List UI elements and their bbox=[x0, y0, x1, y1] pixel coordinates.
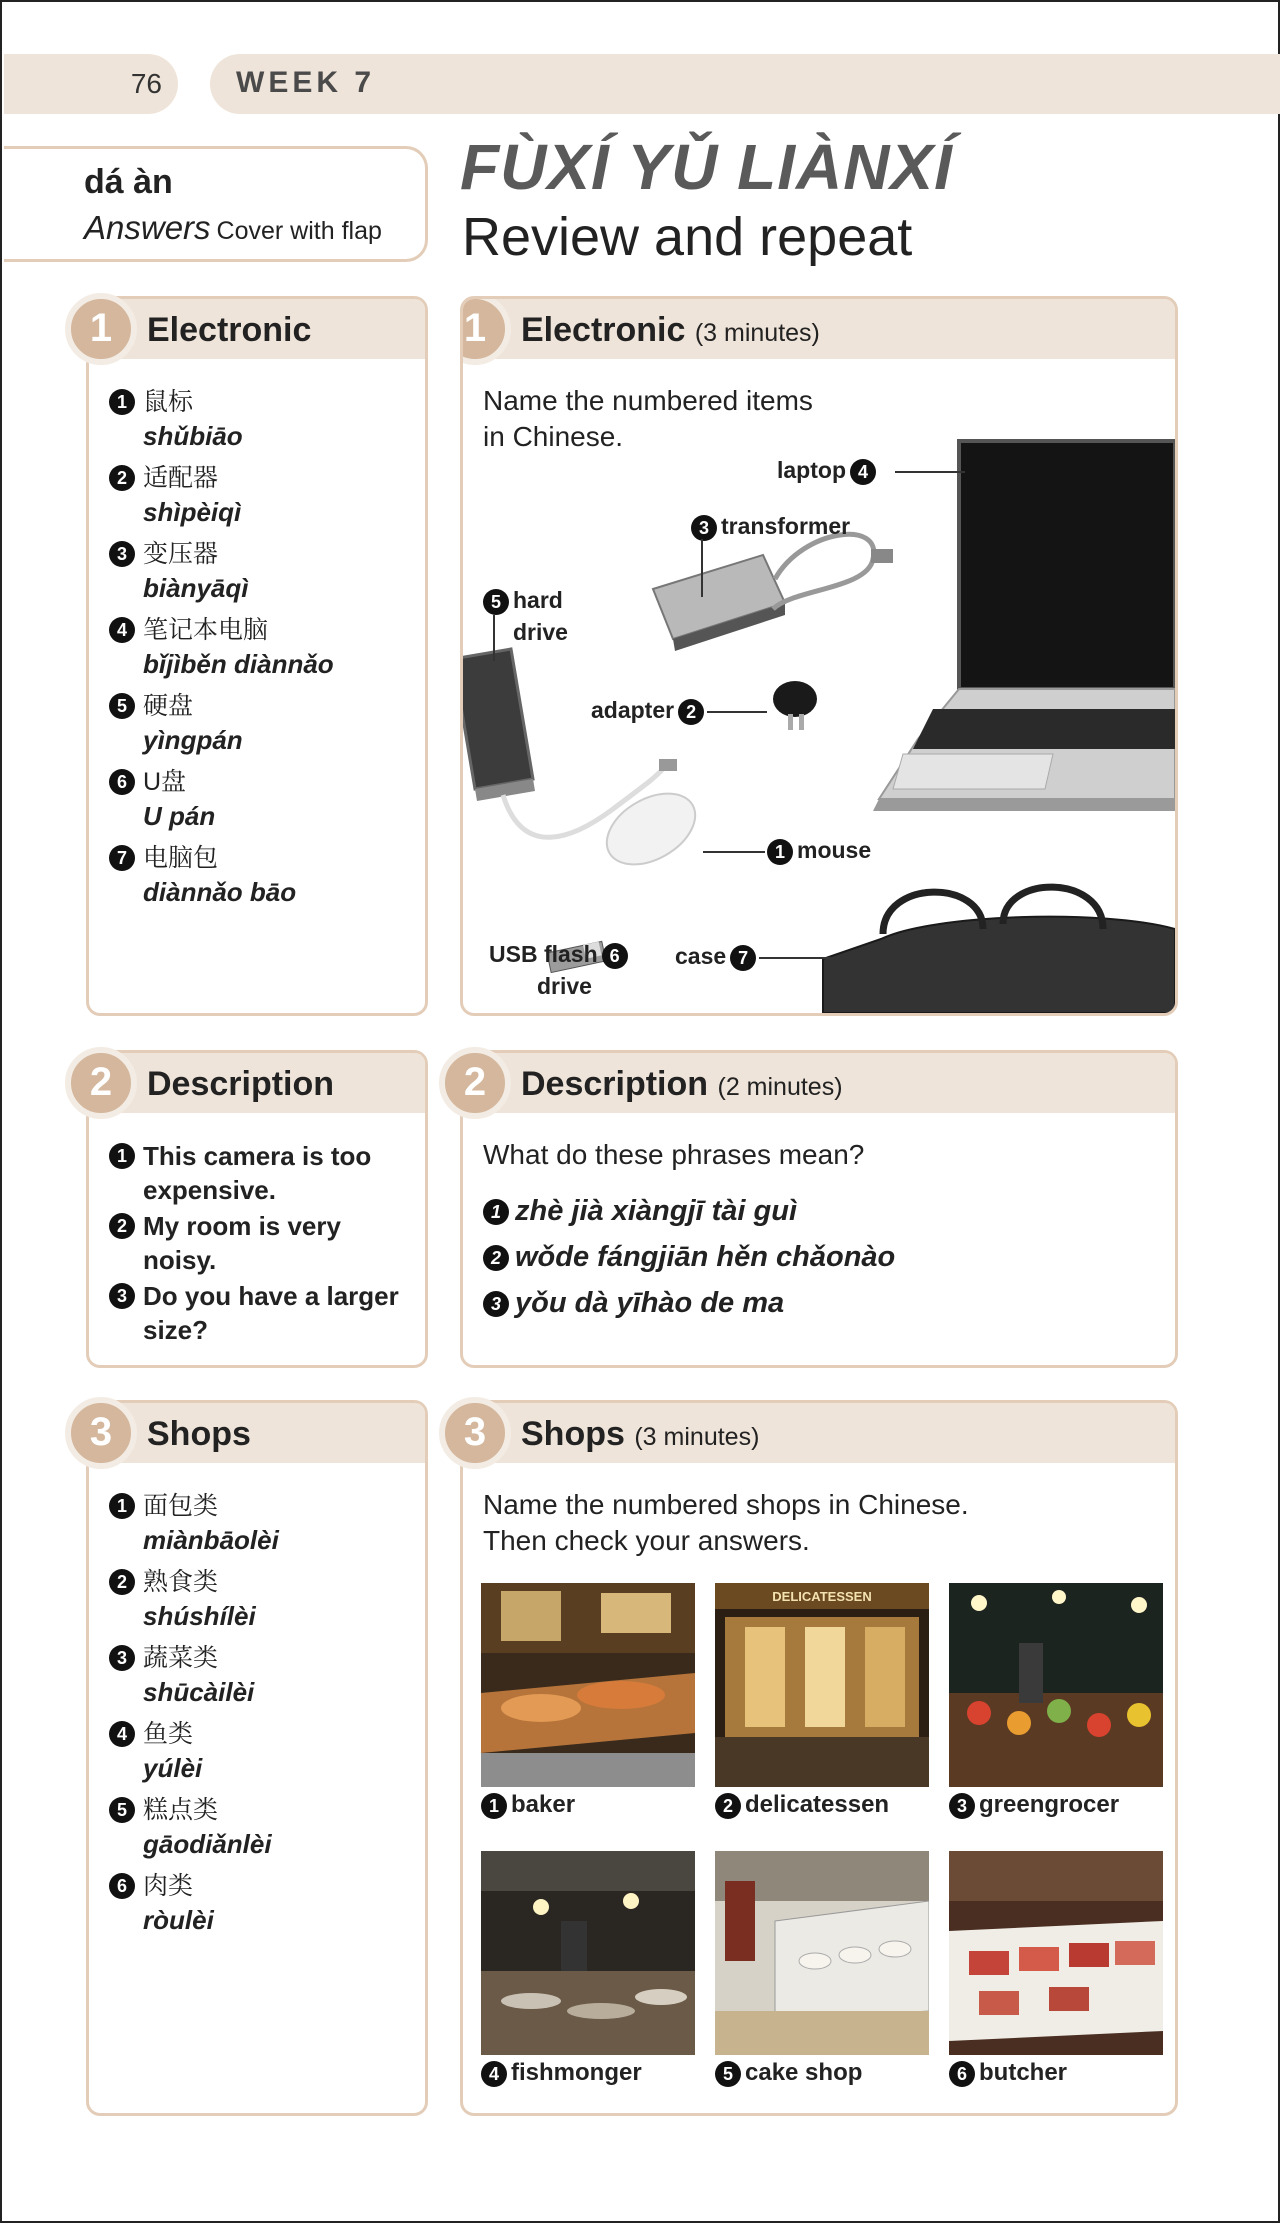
answers-flap-tab bbox=[4, 146, 428, 262]
page-number: 76 bbox=[130, 68, 162, 99]
answer-text: Do you have a larger size? bbox=[143, 1281, 399, 1345]
shop-caption bbox=[949, 1791, 1119, 1819]
answer-chinese: 硬盘 bbox=[143, 692, 194, 720]
answer-pinyin: shǔbiāo bbox=[143, 421, 243, 451]
answer-pinyin: gāodiǎnlèi bbox=[143, 1829, 272, 1859]
label-laptop bbox=[777, 455, 880, 485]
number-marker: 1 bbox=[109, 1493, 135, 1519]
shop-photo-cake-shop bbox=[715, 1851, 929, 2055]
shop-caption bbox=[715, 1791, 889, 1819]
label-text: drive bbox=[513, 619, 568, 645]
section-number-badge: 3 bbox=[439, 1397, 511, 1469]
answer-chinese: 面包类 bbox=[143, 1492, 219, 1520]
answer-pinyin: shūcàilèi bbox=[143, 1677, 255, 1707]
label-text: mouse bbox=[797, 837, 872, 863]
leader-line bbox=[759, 957, 839, 959]
exercise-panel-shops bbox=[460, 1400, 1178, 2116]
duration: (3 minutes) bbox=[694, 319, 820, 347]
list-item bbox=[109, 1641, 279, 1709]
label-mouse bbox=[763, 835, 871, 865]
duration: (3 minutes) bbox=[634, 1423, 760, 1451]
panel-title: Shops bbox=[147, 1415, 251, 1453]
label-text: hard bbox=[513, 587, 563, 613]
shop-photo-butcher bbox=[949, 1851, 1163, 2055]
number-marker: 2 bbox=[678, 699, 704, 725]
answers-panel-electronic bbox=[86, 296, 428, 1016]
instruction: What do these phrases mean? bbox=[483, 1139, 865, 1170]
number-marker: 1 bbox=[481, 1793, 507, 1819]
number-marker: 1 bbox=[109, 389, 135, 415]
phrase-text: yǒu dà yīhào de ma bbox=[515, 1287, 785, 1319]
list-item bbox=[483, 1193, 895, 1229]
shop-photo-fishmonger bbox=[481, 1851, 695, 2055]
list-item bbox=[109, 1279, 409, 1347]
answer-pinyin: shúshílèi bbox=[143, 1601, 256, 1631]
number-marker: 7 bbox=[109, 845, 135, 871]
list-item bbox=[109, 1793, 279, 1861]
list-item bbox=[109, 841, 334, 909]
label-usb-line2 bbox=[537, 971, 592, 1001]
leader-line bbox=[707, 711, 767, 713]
panel-title bbox=[521, 1065, 843, 1104]
answer-chinese: 电脑包 bbox=[143, 844, 219, 872]
number-marker: 3 bbox=[691, 515, 717, 541]
answer-pinyin: bǐjìběn diànnǎo bbox=[143, 649, 334, 679]
number-marker: 4 bbox=[481, 2061, 507, 2087]
answer-pinyin: miànbāolèi bbox=[143, 1525, 279, 1555]
shop-caption bbox=[481, 2059, 642, 2087]
list-item bbox=[109, 1489, 279, 1557]
list-item bbox=[109, 1869, 279, 1937]
caption-text: butcher bbox=[979, 2059, 1068, 2086]
number-marker: 3 bbox=[483, 1291, 509, 1317]
number-marker: 3 bbox=[109, 541, 135, 567]
panel-header bbox=[463, 1403, 1175, 1463]
list-item bbox=[483, 1285, 895, 1321]
deli-sign: DELICATESSEN bbox=[772, 1589, 872, 1604]
section-number-badge: 1 bbox=[65, 293, 137, 365]
answers-chinese-title: dá àn bbox=[84, 163, 173, 201]
leader-line bbox=[895, 471, 965, 473]
week-tab bbox=[210, 54, 1280, 114]
page-subtitle: Review and repeat bbox=[462, 207, 913, 267]
answer-chinese: 熟食类 bbox=[143, 1568, 219, 1596]
number-marker: 6 bbox=[949, 2061, 975, 2087]
label-usb bbox=[489, 939, 632, 969]
instruction bbox=[483, 1487, 1143, 1559]
answer-pinyin: U pán bbox=[143, 801, 216, 831]
section-number-badge: 3 bbox=[65, 1397, 137, 1469]
label-hard-drive bbox=[479, 585, 563, 615]
list-item bbox=[109, 1717, 279, 1785]
shop-caption bbox=[715, 2059, 862, 2087]
shop-photo-greengrocer bbox=[949, 1583, 1163, 1787]
label-transformer bbox=[687, 511, 850, 541]
number-marker: 2 bbox=[483, 1245, 509, 1271]
section-number-badge: 1 bbox=[460, 296, 511, 365]
number-marker: 1 bbox=[483, 1199, 509, 1225]
panel-header bbox=[89, 1053, 425, 1113]
list-item bbox=[109, 1139, 409, 1207]
number-marker: 2 bbox=[109, 465, 135, 491]
list-item bbox=[483, 1239, 895, 1275]
answer-chinese: 笔记本电脑 bbox=[143, 616, 269, 644]
number-marker: 1 bbox=[767, 839, 793, 865]
answer-pinyin: diànnǎo bāo bbox=[143, 877, 297, 907]
number-marker: 3 bbox=[109, 1283, 135, 1309]
answer-text: This camera is too expensive. bbox=[143, 1141, 372, 1205]
page-number-tab bbox=[4, 54, 178, 114]
label-text: drive bbox=[537, 973, 592, 999]
list-item bbox=[109, 385, 334, 453]
label-text: case bbox=[675, 943, 727, 969]
answer-chinese: 鼠标 bbox=[143, 388, 194, 416]
answer-pinyin: yúlèi bbox=[143, 1753, 203, 1783]
phrase-text: zhè jià xiàngjī tài guì bbox=[515, 1195, 797, 1227]
section-number-badge: 2 bbox=[65, 1047, 137, 1119]
answer-chinese: 糕点类 bbox=[143, 1796, 219, 1824]
shop-photo-delicatessen bbox=[715, 1583, 929, 1787]
number-marker: 4 bbox=[109, 617, 135, 643]
list-item bbox=[109, 1209, 409, 1277]
panel-header bbox=[89, 1403, 425, 1463]
caption-text: greengrocer bbox=[979, 1791, 1120, 1818]
number-marker: 4 bbox=[109, 1721, 135, 1747]
list-item bbox=[109, 461, 334, 529]
label-text: laptop bbox=[777, 457, 846, 483]
shop-caption bbox=[481, 1791, 575, 1819]
panel-title bbox=[521, 1415, 759, 1454]
exercise-panel-description bbox=[460, 1050, 1178, 1368]
answer-chinese: 蔬菜类 bbox=[143, 1644, 219, 1672]
panel-header bbox=[463, 299, 1175, 359]
number-marker: 1 bbox=[109, 1143, 135, 1169]
label-text: USB flash bbox=[489, 941, 598, 967]
answer-pinyin: shìpèiqì bbox=[143, 497, 242, 527]
exercise-title: Shops bbox=[521, 1415, 625, 1453]
answer-chinese: 变压器 bbox=[143, 540, 219, 568]
instruction: Name the numbered items in Chinese. bbox=[483, 385, 813, 452]
exercise-title: Electronic bbox=[521, 311, 686, 349]
page-title: FÙXÍ YǓ LIÀNXÍ bbox=[460, 131, 953, 203]
leader-line bbox=[701, 539, 703, 597]
phrase-text: wǒde fángjiān hěn chǎonào bbox=[515, 1241, 896, 1273]
exercise-title: Description bbox=[521, 1065, 709, 1103]
answer-pinyin: yìngpán bbox=[143, 725, 243, 755]
answer-pinyin: biànyāqì bbox=[143, 573, 249, 603]
answers-list bbox=[109, 385, 334, 917]
answer-chinese: U盘 bbox=[143, 768, 187, 796]
case-illustration bbox=[823, 887, 1175, 1013]
transformer-illustration bbox=[653, 534, 893, 651]
answers-list bbox=[109, 1139, 409, 1349]
number-marker: 2 bbox=[109, 1569, 135, 1595]
cover-note: Cover with flap bbox=[216, 217, 382, 245]
laptop-illustration bbox=[873, 441, 1175, 811]
list-item bbox=[109, 689, 334, 757]
shop-photo-baker bbox=[481, 1583, 695, 1787]
section-number-badge: 2 bbox=[439, 1047, 511, 1119]
panel-header bbox=[89, 299, 425, 359]
answer-chinese: 适配器 bbox=[143, 464, 219, 492]
label-case bbox=[675, 941, 760, 971]
number-marker: 5 bbox=[109, 693, 135, 719]
instruction-line: Then check your answers. bbox=[483, 1525, 810, 1556]
number-marker: 3 bbox=[109, 1645, 135, 1671]
panel-title: Electronic bbox=[147, 311, 312, 349]
list-item bbox=[109, 537, 334, 605]
number-marker: 2 bbox=[109, 1213, 135, 1239]
answer-chinese: 鱼类 bbox=[143, 1720, 194, 1748]
list-item bbox=[109, 1565, 279, 1633]
caption-text: baker bbox=[511, 1791, 576, 1818]
week-label: WEEK 7 bbox=[236, 66, 376, 99]
label-hard-drive-line2 bbox=[513, 617, 568, 647]
caption-text: fishmonger bbox=[511, 2059, 642, 2086]
label-text: adapter bbox=[591, 697, 675, 723]
label-text: transformer bbox=[721, 513, 851, 539]
answers-title bbox=[84, 209, 382, 247]
panel-header bbox=[463, 1053, 1175, 1113]
number-marker: 5 bbox=[483, 589, 509, 615]
number-marker: 4 bbox=[850, 459, 876, 485]
answer-text: My room is very noisy. bbox=[143, 1211, 341, 1275]
exercise-panel-electronic bbox=[460, 296, 1178, 1016]
duration: (2 minutes) bbox=[717, 1073, 843, 1101]
label-adapter bbox=[591, 695, 708, 725]
answers-panel-description bbox=[86, 1050, 428, 1368]
answers-label: Answers bbox=[84, 209, 211, 246]
shop-caption bbox=[949, 2059, 1067, 2087]
number-marker: 6 bbox=[602, 943, 628, 969]
answer-chinese: 肉类 bbox=[143, 1872, 194, 1900]
number-marker: 6 bbox=[109, 769, 135, 795]
phrase-list bbox=[483, 1193, 895, 1331]
answers-list bbox=[109, 1489, 279, 1945]
adapter-illustration bbox=[773, 681, 817, 730]
list-item bbox=[109, 613, 334, 681]
instruction-line: Name the numbered shops in Chinese. bbox=[483, 1489, 969, 1520]
caption-text: delicatessen bbox=[745, 1791, 890, 1818]
number-marker: 6 bbox=[109, 1873, 135, 1899]
number-marker: 5 bbox=[109, 1797, 135, 1823]
number-marker: 7 bbox=[730, 945, 756, 971]
leader-line bbox=[703, 851, 765, 853]
answer-pinyin: ròulèi bbox=[143, 1905, 214, 1935]
mouse-illustration bbox=[594, 779, 707, 879]
leader-line bbox=[493, 615, 495, 661]
panel-title bbox=[521, 311, 820, 350]
panel-title: Description bbox=[147, 1065, 335, 1103]
number-marker: 3 bbox=[949, 1793, 975, 1819]
answers-panel-shops bbox=[86, 1400, 428, 2116]
caption-text: cake shop bbox=[745, 2059, 863, 2086]
number-marker: 2 bbox=[715, 1793, 741, 1819]
number-marker: 5 bbox=[715, 2061, 741, 2087]
list-item bbox=[109, 765, 334, 833]
